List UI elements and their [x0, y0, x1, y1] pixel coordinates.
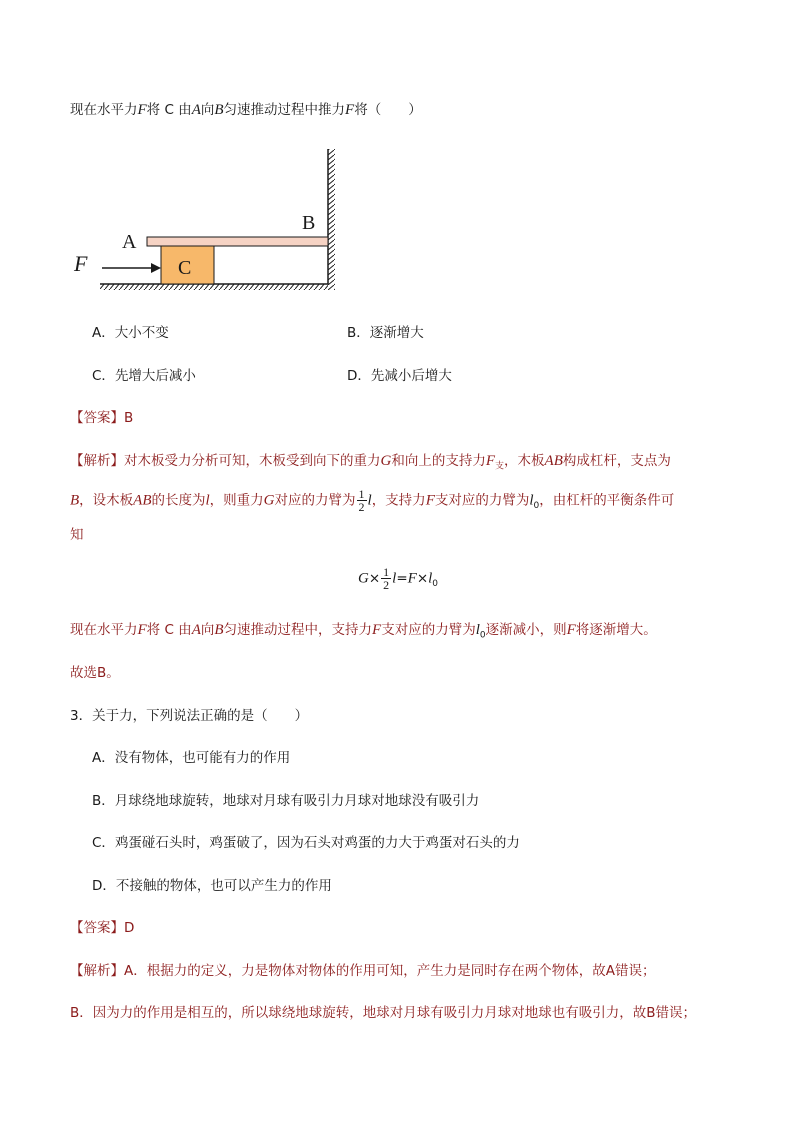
- label-f: F: [74, 251, 88, 276]
- q3-analysis-line-1: 【解析】A．根据力的定义，力是物体对物体的作用可知，产生力是同时存在两个物体，故A错误；: [70, 963, 656, 979]
- analysis-line-1: 【解析】对木板受力分析可知，木板受到向下的重力G和向上的支持力$F_支$，木板AB构成杠杆，支点为: [70, 453, 671, 472]
- analysis-line-5: 故选B。: [70, 665, 120, 681]
- board-ab: [147, 237, 328, 246]
- question-stem: 现在水平力F将 C 由A向B匀速推动过程中推力F将（ ）: [70, 102, 422, 118]
- q3-analysis-line-2: B．因为力的作用是相互的，所以球绕地球旋转，地球对月球有吸引力月球对地球也有吸引力，故B错误；: [70, 1005, 697, 1021]
- label-a: A: [122, 231, 137, 253]
- label-c: C: [178, 257, 192, 279]
- question-3-stem: 3．关于力，下列说法正确的是（ ）: [70, 708, 309, 724]
- lever-figure: [70, 145, 350, 305]
- ground-hatch: [100, 284, 328, 290]
- wall-hatch: [328, 149, 335, 290]
- q3-option-c: C．鸡蛋碰石头时，鸡蛋破了，因为石头对鸡蛋的力大于鸡蛋对石头的力: [92, 835, 520, 851]
- analysis-line-3: 知: [70, 527, 84, 543]
- q3-option-a: A．没有物体，也可能有力的作用: [92, 750, 291, 766]
- lever-equation: G× $\frac{1}{2}$ $l=F\times l_0$: [358, 565, 439, 592]
- analysis-line-4: 现在水平力F将 C 由A向B匀速推动过程中，支持力F支对应的力臂为$l_0$逐渐减小，则F将逐渐增大。: [70, 622, 657, 641]
- option-b: B．逐渐增大: [347, 325, 424, 341]
- q3-answer-line: 【答案】D: [70, 920, 135, 936]
- option-d: D．先减小后增大: [347, 368, 452, 384]
- under-board-frame: [214, 246, 328, 284]
- q3-option-d: D．不接触的物体，也可以产生力的作用: [92, 878, 332, 894]
- option-a: A．大小不变: [92, 325, 169, 341]
- force-arrowhead: [151, 263, 161, 273]
- q3-option-b: B．月球绕地球旋转，地球对月球有吸引力月球对地球没有吸引力: [92, 793, 480, 809]
- analysis-line-2: B，设木板AB的长度为l，则重力G对应的力臂为 $\frac{1}{2}$ l，支持力F支对应的力臂为$l_0$，由杠杆的平衡条件可: [70, 487, 675, 514]
- option-c: C．先增大后减小: [92, 368, 196, 384]
- equation-fraction: $\frac{1}{2}$: [383, 565, 390, 592]
- fraction-half: $\frac{1}{2}$: [358, 487, 365, 514]
- label-b: B: [302, 212, 316, 234]
- answer-line: 【答案】B: [70, 410, 134, 426]
